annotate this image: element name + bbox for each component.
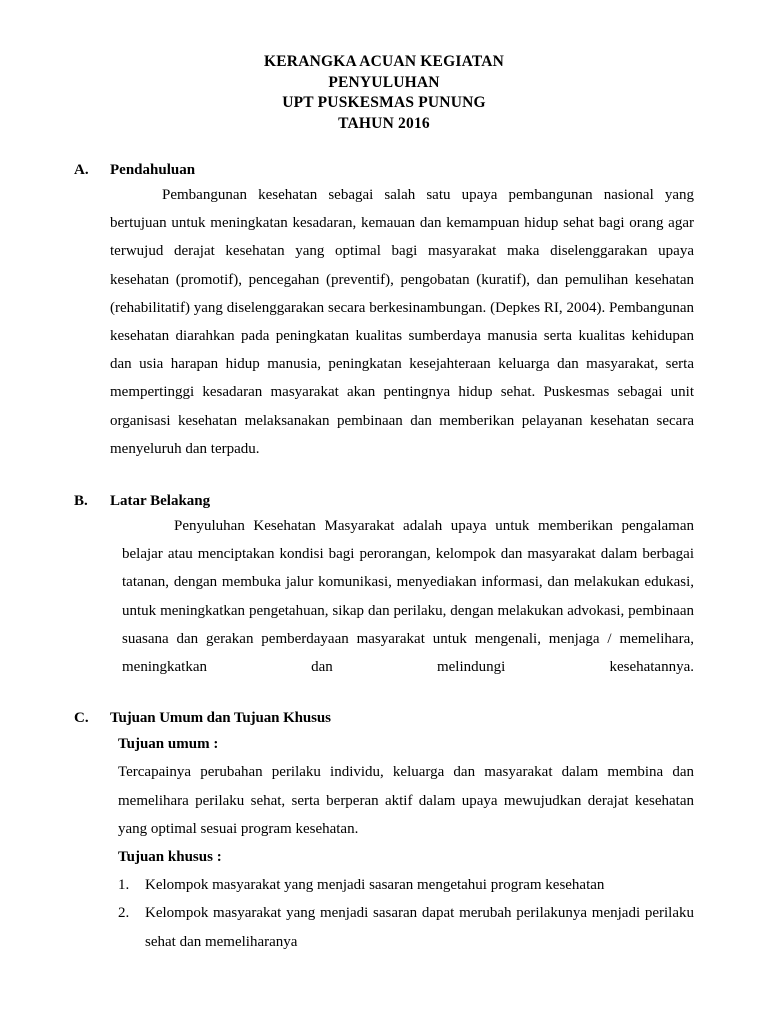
list-item — [118, 871, 694, 899]
paragraph-tujuan-umum: Tercapainya perubahan perilaku individu, keluarga dan masyarakat dalam membina dan memelihara perilaku sehat, serta berperan aktif dalam upaya mewujudkan derajat kesehatan yang optimal sesuai program kesehatan. — [118, 764, 694, 837]
section-a-body — [110, 181, 694, 463]
section-a-title: Pendahuluan — [110, 162, 196, 178]
section-b-letter: B. — [74, 493, 88, 510]
subheading-tujuan-khusus: Tujuan khusus : — [118, 849, 222, 866]
section-b-paragraph-1: Penyuluhan Kesehatan Masyarakat adalah upaya untuk memberikan pengalaman belajar atau menciptakan kondisi bagi perorangan, kelompok dan masyarakat dalam berbagai tatanan, dengan membuka jalur komunikasi, menyediakan informasi, dan melakukan edukasi, untuk meningkatkan pengetahuan, sikap dan perilaku, dengan melakukan advokasi, pembinaan suasana dan gerakan pemberdayaan masyarakat untuk mengenali, menjaga / memelihara, meningkatkan dan melindungi kesehatannya. — [122, 518, 694, 676]
list-item — [118, 899, 694, 955]
section-pendahuluan — [0, 159, 768, 463]
title-line-2: PENYULUHAN — [328, 73, 440, 91]
section-b-heading — [74, 490, 694, 512]
list-item-text: Kelompok masyarakat yang menjadi sasaran dapat merubah perilakunya menjadi perilaku sehat dan memeliharanya — [145, 905, 694, 950]
subheading-tujuan-umum: Tujuan umum : — [118, 736, 219, 753]
title-line-1: KERANGKA ACUAN KEGIATAN — [264, 53, 504, 70]
document-title-block — [0, 0, 768, 134]
section-latar-belakang — [0, 490, 768, 681]
section-a-paragraph-1: Pembangunan kesehatan sebagai salah satu upaya pembangunan nasional yang bertujuan untuk meningkatan kesadaran, kemauan dan kemampuan hidup sehat bagi orang agar terwujud derajat kesehatan yang optimal bagi masyarakat maka diselenggarakan upaya kesehatan (promotif), pencegahan (preventif), pengobatan (kuratif), dan pemulihan kesehatan (rehabilitatif) yang diselenggarakan secara berkesinambungan. (Depkes RI, 2004). Pembangunan kesehatan diarahkan pada peningkatan kualitas sumberdaya manusia serta kualitas kehidupan dan usia harapan hidup manusia, peningkatan kesejahteraan keluarga dan masyarakat, serta mempertinggi kesadaran masyarakat akan pentingnya hidup sehat. Puskesmas sebagai unit organisasi kesehatan melaksanakan pembinaan dan memberikan pelayanan kesehatan secara menyeluruh dan terpadu. — [110, 187, 694, 457]
section-a-heading — [74, 159, 694, 181]
section-a-letter: A. — [74, 162, 89, 178]
tujuan-khusus-list — [118, 871, 694, 956]
section-b-body — [122, 512, 694, 681]
section-tujuan — [0, 707, 768, 956]
section-c-heading — [74, 707, 694, 729]
section-c-title: Tujuan Umum dan Tujuan Khusus — [110, 710, 331, 727]
list-item-text: Kelompok masyarakat yang menjadi sasaran mengetahui program kesehatan — [145, 877, 605, 894]
section-c-body — [118, 730, 694, 956]
section-c-letter: C. — [74, 710, 89, 727]
title-line-4: TAHUN 2016 — [338, 114, 430, 132]
section-b-title: Latar Belakang — [110, 493, 211, 510]
list-item-marker: 2. — [118, 905, 130, 922]
title-line-3: UPT PUSKESMAS PUNUNG — [282, 94, 486, 111]
list-item-marker: 1. — [118, 877, 130, 894]
